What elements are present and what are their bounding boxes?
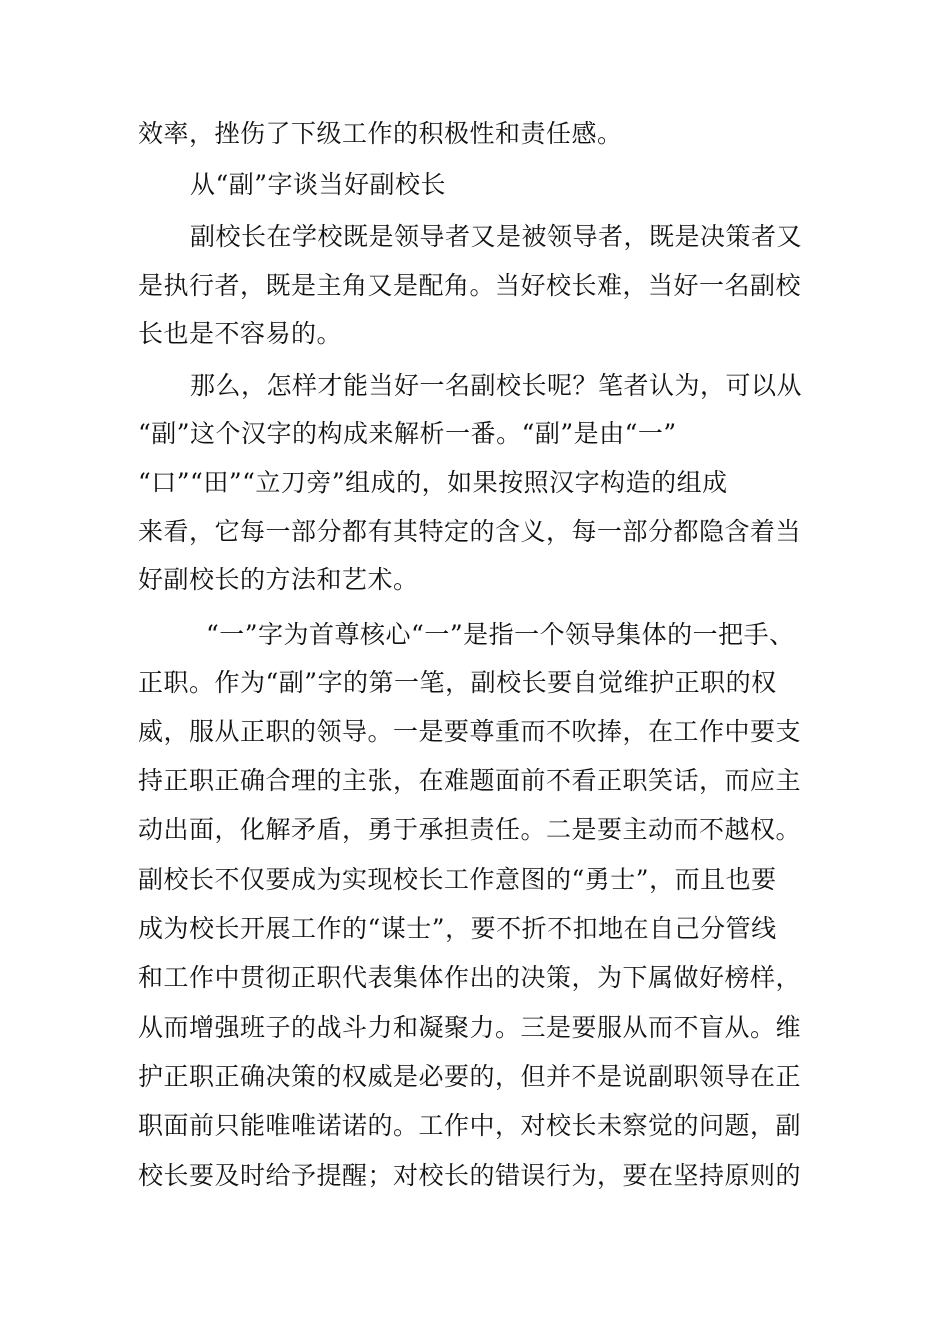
text-line-11: “一”字为首尊核心“一”是指一个领导集体的一把手、 bbox=[206, 620, 795, 649]
section-heading: 从“副”字谈当好副校长 bbox=[190, 170, 447, 199]
text-line-14: 持正职正确合理的主张，在难题面前不看正职笑话，而应主 bbox=[138, 766, 802, 795]
text-line-6: 那么，怎样才能当好一名副校长呢？笔者认为，可以从 bbox=[190, 371, 803, 400]
text-line-19: 从而增强班子的战斗力和凝聚力。三是要服从而不盲从。维 bbox=[138, 1013, 802, 1042]
text-line-8: “口”“田”“立刀旁”组成的，如果按照汉字构造的组成 bbox=[138, 468, 728, 497]
text-line-13: 威，服从正职的领导。一是要尊重而不吹捧，在工作中要支 bbox=[138, 717, 802, 746]
text-line-16: 副校长不仅要成为实现校长工作意图的“勇士”，而且也要 bbox=[138, 865, 777, 894]
text-line-3: 副校长在学校既是领导者又是被领导者，既是决策者又 bbox=[190, 222, 803, 251]
text-line-1: 效率，挫伤了下级工作的积极性和责任感。 bbox=[138, 119, 623, 148]
text-line-21: 职面前只能唯唯诺诺的。工作中，对校长未察觉的问题，副 bbox=[138, 1111, 802, 1140]
text-line-4: 是执行者，既是主角又是配角。当好校长难，当好一名副校 bbox=[138, 271, 802, 300]
text-line-5: 长也是不容易的。 bbox=[138, 319, 343, 348]
text-line-7: “副”这个汉字的构成来解析一番。“副”是由“一” bbox=[138, 419, 677, 448]
text-line-17: 成为校长开展工作的“谋士”，要不折不扣地在自己分管线 bbox=[138, 914, 777, 943]
text-line-12: 正职。作为“副”字的第一笔，副校长要自觉维护正职的权 bbox=[138, 668, 777, 697]
text-line-20: 护正职正确决策的权威是必要的，但并不是说副职领导在正 bbox=[138, 1062, 802, 1091]
text-line-10: 好副校长的方法和艺术。 bbox=[138, 565, 419, 594]
text-line-15: 动出面，化解矛盾，勇于承担责任。二是要主动而不越权。 bbox=[138, 815, 802, 844]
text-line-18: 和工作中贯彻正职代表集体作出的决策，为下属做好榜样， bbox=[138, 963, 802, 992]
text-line-9: 来看，它每一部分都有其特定的含义，每一部分都隐含着当 bbox=[138, 517, 802, 546]
text-line-22: 校长要及时给予提醒；对校长的错误行为，要在坚持原则的 bbox=[138, 1161, 802, 1190]
